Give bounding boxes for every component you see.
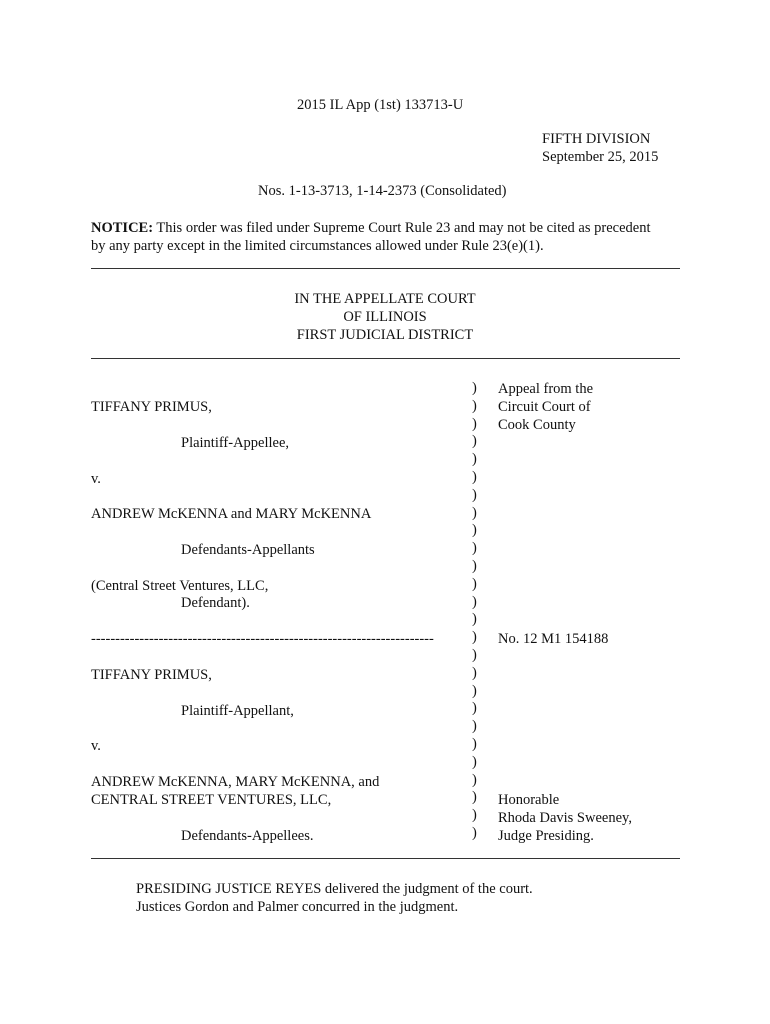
divider-top <box>91 268 680 269</box>
notice <box>91 219 691 255</box>
caption1-party3: (Central Street Ventures, LLC, <box>91 578 269 594</box>
judge-line-1: Honorable <box>498 792 560 808</box>
caption2-role2: Defendants-Appellees. <box>181 828 314 844</box>
judge-line-3: Judge Presiding. <box>498 828 594 844</box>
caption1-versus: v. <box>91 471 101 487</box>
caption1-role2: Defendants-Appellants <box>181 542 315 558</box>
court-line-1: IN THE APPELLATE COURT <box>294 291 476 307</box>
caption1-party1: TIFFANY PRIMUS, <box>91 399 212 415</box>
caption2-role1: Plaintiff-Appellant, <box>181 703 294 719</box>
divider-court <box>91 358 680 359</box>
caption1-party2: ANDREW McKENNA and MARY McKENNA <box>91 506 372 522</box>
judgment-line-2: Justices Gordon and Palmer concurred in the judgment. <box>136 899 459 915</box>
court-line-2: OF ILLINOIS <box>343 309 427 325</box>
caption2-party1: TIFFANY PRIMUS, <box>91 667 212 683</box>
caption2-versus: v. <box>91 738 101 754</box>
judge-line-2: Rhoda Davis Sweeney, <box>498 810 632 826</box>
caption-separator: ----------------------------------------------------------------------- <box>91 631 434 647</box>
judgment-line-1: PRESIDING JUSTICE REYES delivered the judgment of the court. <box>136 881 533 897</box>
caption2-party2-line1: ANDREW McKENNA, MARY McKENNA, and <box>91 774 380 790</box>
appeal-line-1: Appeal from the <box>498 381 594 397</box>
citation: 2015 IL App (1st) 133713-U <box>297 97 464 113</box>
notice-line-1: This order was filed under Supreme Court Rule 23 and may not be cited as precedent <box>156 220 651 236</box>
appeal-line-3: Cook County <box>498 417 576 433</box>
division: FIFTH DIVISION <box>542 131 651 147</box>
notice-label: NOTICE: <box>91 220 154 236</box>
caption2-party2-line2: CENTRAL STREET VENTURES, LLC, <box>91 792 332 808</box>
filing-date: September 25, 2015 <box>542 149 659 165</box>
court-line-3: FIRST JUDICIAL DISTRICT <box>296 327 474 343</box>
case-numbers: Nos. 1-13-3713, 1-14-2373 (Consolidated) <box>258 183 507 199</box>
trial-case-number: No. 12 M1 154188 <box>498 631 609 647</box>
caption1-role1: Plaintiff-Appellee, <box>181 435 290 451</box>
notice-line-2: by any party except in the limited circumstances allowed under Rule 23(e)(1). <box>91 238 544 254</box>
caption1-role3: Defendant). <box>181 595 250 611</box>
paren-column: ) ) ) ) ) ) ) ) ) ) ) ) ) ) ) ) ) ) ) ) ) ) ) ) ) ) <box>472 380 477 841</box>
appeal-line-2: Circuit Court of <box>498 399 591 415</box>
divider-bottom <box>91 858 680 859</box>
